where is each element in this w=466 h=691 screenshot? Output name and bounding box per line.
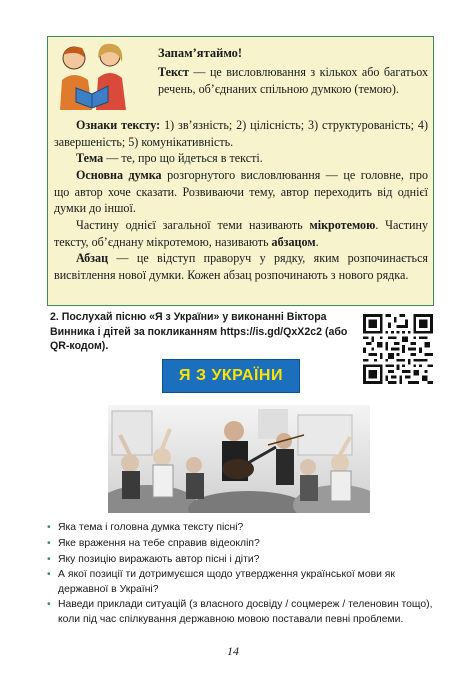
term-features: Ознаки тексту:: [76, 118, 161, 132]
question-text: Наведи приклади ситуацій (з власного досвіду / соцмереж / теленовин тощо), коли під час спілкування державною мовою поставали певні проблеми.: [58, 599, 433, 625]
definition-features: [54, 117, 428, 150]
question-item: [47, 521, 442, 535]
microtheme-part-a: Частину однієї загальної теми називають: [76, 218, 310, 232]
definition-text: [158, 64, 428, 97]
qr-code-icon[interactable]: [363, 314, 433, 384]
question-item: [47, 553, 442, 567]
question-list: [47, 521, 442, 628]
song-title-banner: Я З УКРАЇНИ: [162, 359, 300, 393]
definition-text-body: — це висловлювання з кількох або багатьох речень, об’єднаних спільною думкою (темою).: [158, 65, 428, 96]
question-text: А якої позиції ти дотримуєшся щодо утвердження української мови як державної в Україні?: [58, 569, 395, 595]
bullet-icon: •: [47, 537, 51, 549]
term-theme: Тема: [76, 151, 104, 165]
term-microtheme: мікротемою: [309, 218, 376, 232]
question-text: Яке враження на тебе справив відеокліп?: [58, 537, 260, 549]
definition-paragraph: [54, 250, 428, 283]
task-instruction: 2. Послухай пісню «Я з України» у виконанні Віктора Винника і дітей за покликанням https://is.gd/QxX2c2 (або QR-кодом).: [50, 311, 348, 352]
definition-paragraph-body: — це відступ праворуч у рядку, яким розпочинається висвітлення нової думки. Кожен абзац розпочинають з нового рядка.: [54, 251, 428, 282]
concert-photo: [108, 405, 370, 513]
question-item: [47, 537, 442, 551]
question-item: [47, 598, 442, 626]
term-paragraph-def: Абзац: [76, 251, 109, 265]
bullet-icon: •: [47, 522, 51, 533]
question-item: [47, 568, 442, 596]
definition-theme-body: — те, про що йдеться в тексті.: [103, 151, 263, 165]
microtheme-part-b: . Частину тексту, об’єднану мікротемою, називають: [54, 218, 428, 249]
bullet-icon: •: [47, 553, 51, 565]
page-number: 14: [227, 644, 239, 658]
definition-main-idea-body: розгорнутого висловлювання — це головне, про що автор хоче сказати. Розвиваючи тему, автор переходить від однієї думки до іншої.: [54, 168, 428, 216]
question-text: Яку позицію виражають автор пісні і діти?: [58, 553, 260, 565]
definition-features-body: 1) зв’язність; 2) цілісність; 3) структурованість; 4) завершеність; 5) комунікативність.: [54, 118, 428, 149]
definition-microtheme: [54, 217, 428, 250]
question-text: Яка тема і головна думка тексту пісні?: [58, 522, 244, 533]
bullet-icon: •: [47, 599, 51, 611]
definition-theme: [54, 150, 428, 167]
bullet-icon: •: [47, 569, 51, 581]
term-text: Текст: [158, 65, 189, 79]
students-reading-illustration: [52, 40, 134, 112]
rule-title: Запам’ятаймо!: [158, 46, 243, 60]
microtheme-part-c: .: [315, 234, 319, 249]
term-main-idea: Основна думка: [76, 168, 162, 182]
term-paragraph: абзацом: [271, 234, 316, 249]
definition-main-idea: [54, 167, 428, 217]
